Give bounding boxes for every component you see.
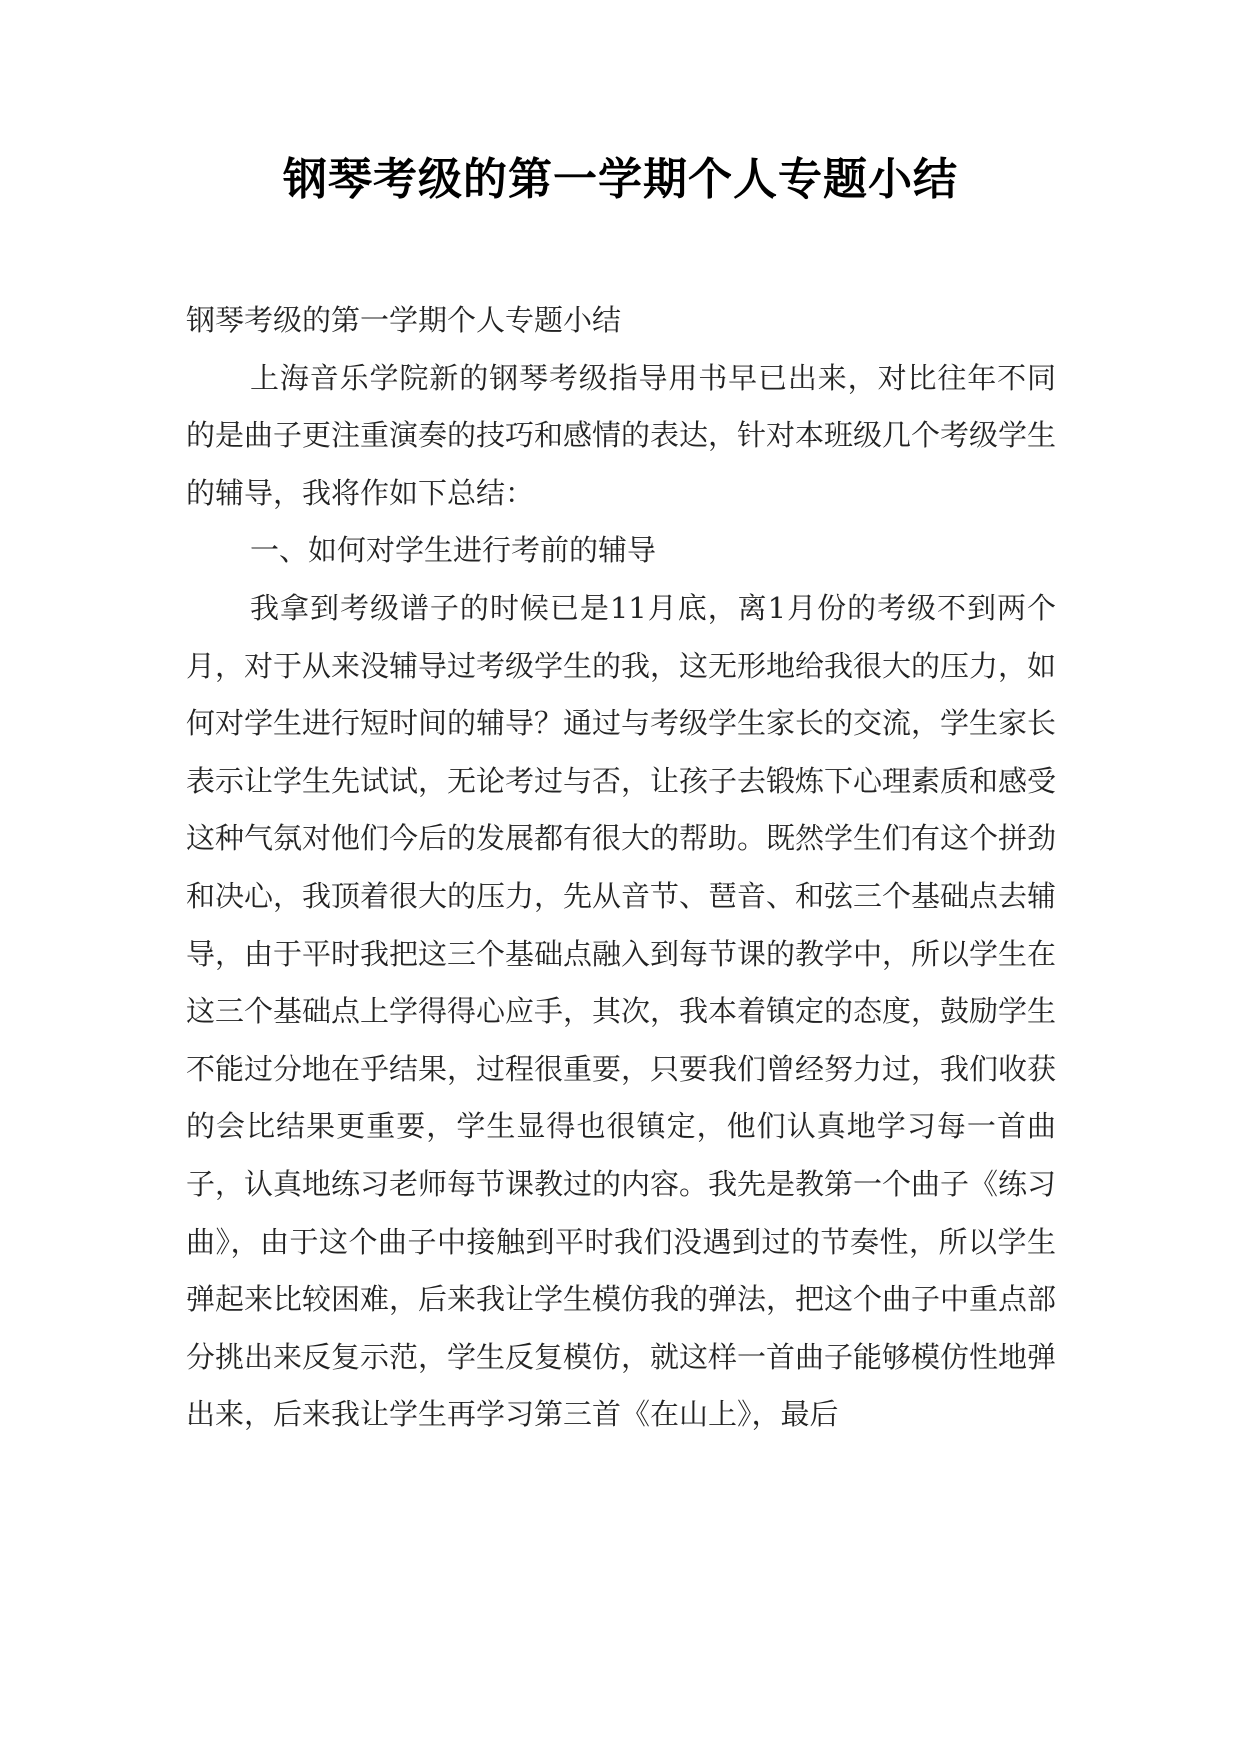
section-heading: 一、如何对学生进行考前的辅导 [250, 533, 657, 568]
paragraph-intro: 上海音乐学院新的钢琴考级指导用书早已出来，对比往年不同的是曲子更注重演奏的技巧和感情的表达，针对本班级几个考级学生的辅导，我将作如下总结： [186, 360, 1057, 510]
document-title: 钢琴考级的第一学期个人专题小结 [283, 154, 958, 205]
document-body [186, 292, 1056, 1444]
paragraph-body: 我拿到考级谱子的时候已是11月底，离1月份的考级不到两个月，对于从来没辅导过考级学生的我，这无形地给我很大的压力，如何对学生进行短时间的辅导？通过与考级学生家长的交流，学生家长表示让学生先试试，无论考过与否，让孩子去锻炼下心理素质和感受这种气氛对他们今后的发展都有很大的帮助。既然学生们有这个拼劲和决心，我顶着很大的压力，先从音节、琶音、和弦三个基础点去辅导，由于平时我把这三个基础点融入到每节课的教学中，所以学生在这三个基础点上学得得心应手，其次，我本着镇定的态度，鼓励学生不能过分地在乎结果，过程很重要，只要我们曾经努力过，我们收获的会比结果更重要，学生显得也很镇定，他们认真地学习每一首曲子，认真地练习老师每节课教过的内容。我先是教第一个曲子《练习曲》，由于这个曲子中接触到平时我们没遇到过的节奏性，所以学生弹起来比较困难，后来我让学生模仿我的弹法，把这个曲子中重点部分挑出来反复示范，学生反复模仿，就这样一首曲子能够模仿性地弹出来，后来我让学生再学习第三首《在山上》，最后 [186, 590, 1057, 1432]
paragraph-heading: 钢琴考级的第一学期个人专题小结 [186, 303, 622, 337]
